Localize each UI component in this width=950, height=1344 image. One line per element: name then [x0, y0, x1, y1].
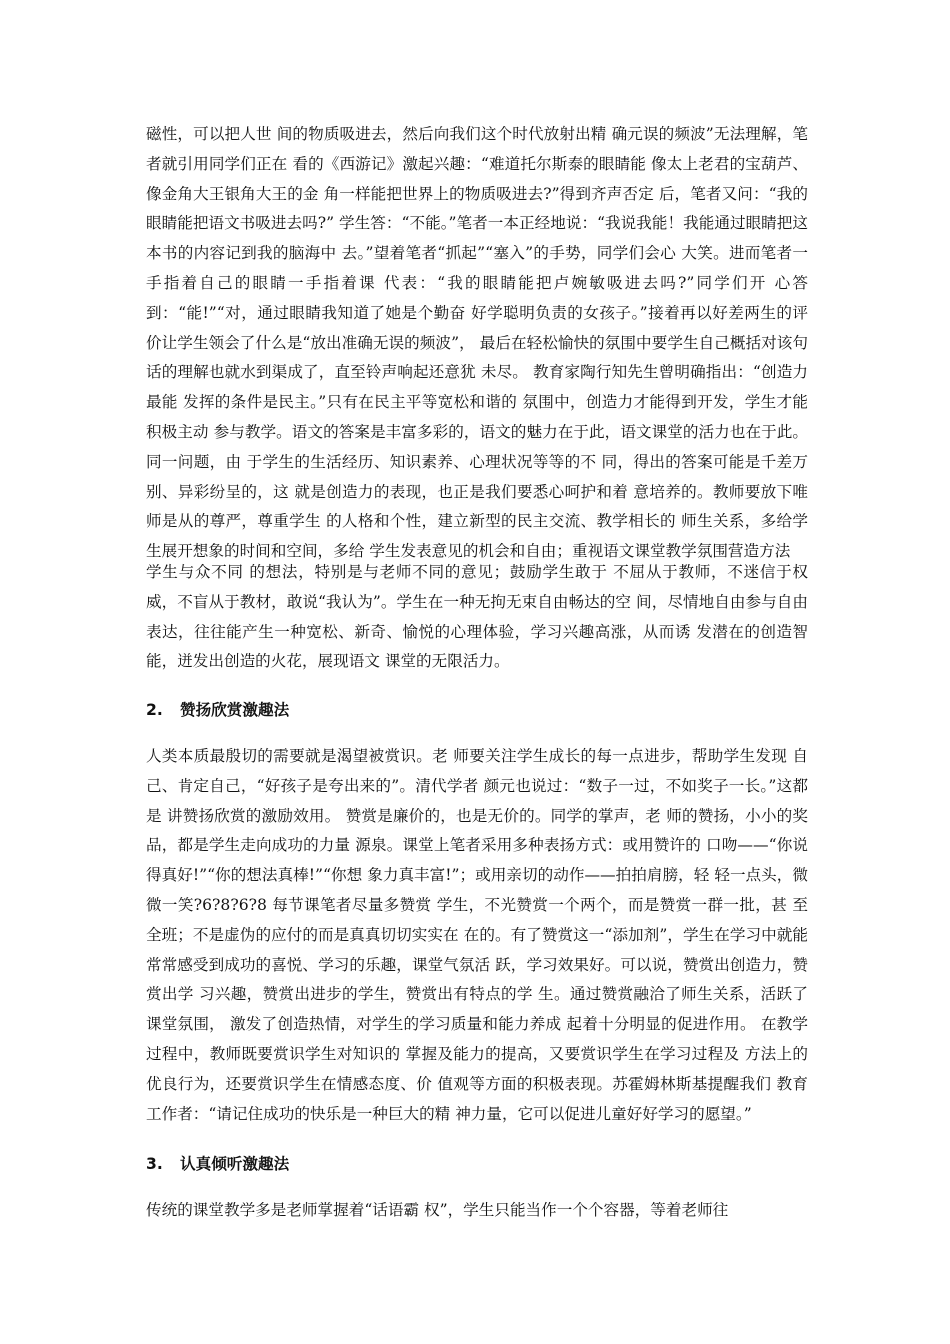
paragraph-gap — [146, 726, 808, 742]
body-paragraph: 学生与众不同 的想法，特别是与老师不同的意见；鼓励学生敢于 不屈从于教师，不迷信于权威，不盲从于教材，敢说“我认为”。学生在一种无拘无束自由畅达的空 间，尽情地自由参与自由表达，往往能产生一种宽松、新奇、愉悦的心理体验，学习兴趣高涨，从而诱 发潜在的创造智能，迸发出创造的火花，展现语文 课堂的无限活力。 — [146, 563, 808, 671]
section-heading — [146, 696, 808, 726]
paragraph-gap — [146, 1134, 808, 1150]
section-title: 认真倾听激趣法 — [180, 1155, 290, 1173]
body-paragraph: 传统的课堂教学多是老师掌握着“话语霸 权”，学生只能当作一个个容器，等着老师往 — [146, 1201, 729, 1219]
section-title: 赞扬欣赏激趣法 — [180, 701, 290, 719]
document-body — [146, 120, 808, 1226]
section-number: 3. — [146, 1155, 163, 1173]
section-number: 2. — [146, 701, 163, 719]
paragraph-gap — [146, 680, 808, 696]
body-paragraph: 人类本质最殷切的需要就是渴望被赏识。老 师要关注学生成长的每一点进步，帮助学生发现 自己、肯定自己，“好孩子是夸出来的”。清代学者 颜元也说过：“数子一过，不如奖子一长。”这都是 讲赞扬欣赏的激励效用。 赞赏是廉价的，也是无价的。同学的掌声，老 师的赞扬，小小的奖品，都是学生走向成功的力量 源泉。课堂上笔者采用多种表扬方式：或用赞许的 口吻——“你说得真好!”“你的想法真棒!”“你想 象力真丰富!”；或用亲切的动作——拍拍肩膀，轻 轻一点头，微微一笑?6?8?6?8 每节课笔者尽量多赞赏 学生，不光赞赏一个两个，而是赞赏一群一批，甚 至全班；不是虚伪的应付的而是真真切切实实在 在的。有了赞赏这一“添加剂”，学生在学习中就能 常常感受到成功的喜悦、学习的乐趣，课堂气氛活 跃，学习效果好。可以说，赞赏出创造力，赞赏出学 习兴趣，赞赏出进步的学生，赞赏出有特点的学 生。通过赞赏融洽了师生关系，活跃了课堂氛围， 激发了创造热情，对学生的学习质量和能力养成 起着十分明显的促进作用。 在教学过程中，教师既要赏识学生对知识的 掌握及能力的提高，又要赏识学生在学习过程及 方法上的优良行为，还要赏识学生在情感态度、价 值观等方面的积极表现。苏霍姆林斯基提醒我们 教育工作者：“请记住成功的快乐是一种巨大的精 神力量，它可以促进儿童好好学习的愿望。” — [146, 747, 808, 1123]
section-heading — [146, 1150, 808, 1180]
body-paragraph: 磁性，可以把人世 间的物质吸进去，然后向我们这个时代放射出精 确元误的频波”无法理解，笔者就引用同学们正在 看的《西游记》激起兴趣：“难道托尔斯泰的眼睛能 像太上老君的宝葫芦、像金角大王银角大王的金 角一样能把世界上的物质吸进去?”得到齐声否定 后，笔者又问：“我的眼睛能把语文书吸进去吗?” 学生答：“不能。”笔者一本正经地说：“我说我能！我能通过眼睛把这本书的内容记到我的脑海中 去。”望着笔者“抓起”“塞入”的手势，同学们会心 大笑。进而笔者一手指着自己的眼睛一手指着课 代表：“我的眼睛能把卢婉敏吸进去吗?”同学们开 心答到：“能!”“对，通过眼睛我知道了她是个勤奋 好学聪明负责的女孩子。”接着再以好差两生的评 价让学生领会了什么是“放出准确无误的频波”， 最后在轻松愉快的氛围中要学生自己概括对该句 话的理解也就水到渠成了，直至铃声响起还意犹 未尽。 教育家陶行知先生曾明确指出：“创造力最能 发挥的条件是民主。”只有在民主平等宽松和谐的 氛围中，创造力才能得到开发，学生才能积极主动 参与教学。语文的答案是丰富多彩的，语文的魅力在于此，语文课堂的活力也在于此。同一问题，由 于学生的生活经历、知识素养、心理状况等等的不 同，得出的答案可能是千差万别、异彩纷呈的，这 就是创造力的表现，也正是我们要悉心呵护和着 意培养的。教师要放下唯师是从的尊严，尊重学生 的人格和个性，建立新型的民主交流、教学相长的 师生关系，多给学生展开想象的时间和空间，多给 学生发表意见的机会和自由；重视语文课堂教学氛围营造方法 — [146, 125, 808, 561]
paragraph-gap — [146, 1180, 808, 1196]
